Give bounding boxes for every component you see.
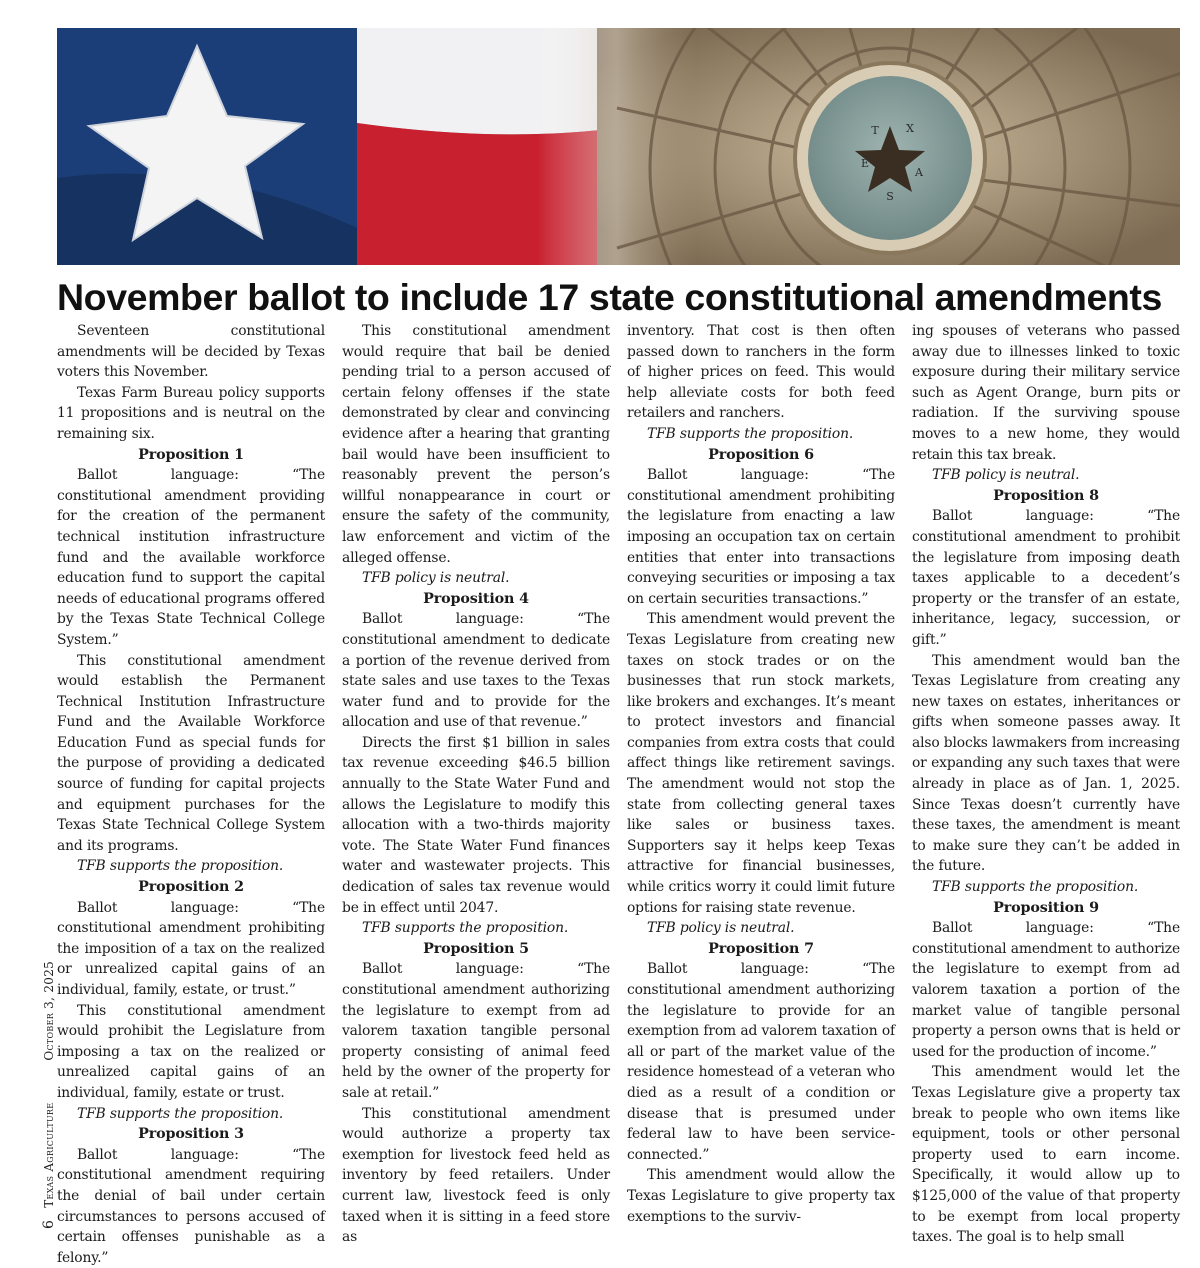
tfb-position: TFB supports the proposition. — [77, 858, 284, 875]
dome-letter-s: S — [886, 190, 894, 203]
ballot-language: Ballot language: “The constitutional amendment prohibiting the legislature from enacting a law imposing an occupation tax on certain entities that enter into transactions conveying securities or imposing a tax on certain securities transactions.” — [627, 467, 895, 607]
paragraph: This amendment would let the Texas Legislature give a property tax break to people who own items like equipment, tools or other personal property used to earn income. Specifically, it would allow up to $125,000 of the value of that property to be exempt from local property taxes. The goal is to help small — [912, 1064, 1180, 1246]
ballot-language: Ballot language: “The constitutional amendment to prohibit the legislature from imposing death taxes applicable to a decedent’s property or the transfer of an estate, inheritance, legacy, succession, or gift.” — [912, 508, 1180, 648]
dome-letter-x: X — [906, 122, 914, 135]
texas-flag-and-capitol-dome-illustration — [57, 28, 1180, 265]
proposition-heading: Proposition 4 — [423, 590, 529, 607]
tfb-position: TFB policy is neutral. — [932, 467, 1080, 484]
proposition-heading: Proposition 3 — [138, 1126, 244, 1143]
proposition-heading: Proposition 8 — [993, 487, 1099, 504]
article-column-2 — [342, 321, 610, 1248]
paragraph-continued: ing spouses of veterans who passed away due to illnesses linked to toxic exposure during their military service such as Agent Orange, burn pits or radiation. If the surviving spouse moves to a new home, they would retain this tax break. — [912, 323, 1180, 463]
article-column-1 — [57, 321, 325, 1268]
banner-image — [57, 28, 1180, 265]
proposition-heading: Proposition 2 — [138, 879, 244, 896]
article-column-4 — [912, 321, 1180, 1248]
paragraph: This amendment would allow the Texas Legislature to give property tax exemptions to the surviv- — [627, 1167, 895, 1225]
dome-letter-e: E — [860, 157, 870, 170]
ballot-language: Ballot language: “The constitutional amendment authorizing the legislature to exempt from ad valorem taxation tangible personal property consisting of animal feed held by the owner of the property for sale at retail.” — [342, 961, 610, 1101]
publication-name: Texas Agriculture — [42, 1102, 56, 1208]
proposition-heading: Proposition 1 — [138, 446, 244, 463]
proposition-heading: Proposition 7 — [708, 940, 814, 957]
paragraph: This amendment would prevent the Texas Legislature from creating new taxes on stock trades or on the businesses that run stock markets, like brokers and exchanges. It’s meant to protect investors and financial companies from extra costs that could affect things like retirement savings. The amendment would not stop the state from collecting general taxes like sales or business taxes. Supporters say it helps keep Texas attractive for financial businesses, while critics worry it could limit future options for raising state revenue. — [627, 611, 895, 916]
ballot-language: Ballot language: “The constitutional amendment prohibiting the imposition of a tax on the realized or unrealized capital gains of an individual, family, estate, or trust.” — [57, 899, 325, 998]
headline: November ballot to include 17 state constitutional amendments — [57, 276, 1162, 318]
paragraph: This constitutional amendment would authorize a property tax exemption for livestock feed held as inventory by feed retailers. Under current law, livestock feed is only taxed when it is sitting in a feed store as — [342, 1105, 610, 1246]
paragraph: This constitutional amendment would establish the Permanent Technical Institution Infrastructure Fund and the Available Workforce Education Fund as special funds for the purpose of providing a dedicated source of funding for capital projects and equipment purchases for the Texas State Technical College System and its programs. — [57, 652, 325, 854]
dome-letter-a: A — [915, 166, 923, 179]
paragraph: This constitutional amendment would require that bail be denied pending trial to a person accused of certain felony offenses if the state demonstrated by clear and convincing evidence after a hearing that granting bail would have been insufficient to reasonably prevent the person’s willful nonappearance in court or ensure the safety of the community, law enforcement and victim of the alleged offense. — [342, 323, 610, 566]
paragraph: This amendment would ban the Texas Legislature from creating any new taxes on estates, inheritances or gifts when someone passes away. It also blocks lawmakers from increasing or expanding any such taxes that were already in place as of Jan. 1, 2025. Since Texas doesn’t currently have these taxes, the amendment is meant to make sure they can’t be added in the future. — [912, 652, 1180, 875]
ballot-language: Ballot language: “The constitutional amendment to dedicate a portion of the revenue derived from state sales and use taxes to the Texas water fund and to provide for the allocation and use of that revenue.” — [342, 611, 610, 731]
page-number: 6 — [41, 1219, 57, 1229]
ballot-language: Ballot language: “The constitutional amendment requiring the denial of bail under certain circumstances to persons accused of certain offenses punishable as a felony.” — [57, 1146, 325, 1266]
issue-date: October 3, 2025 — [42, 960, 56, 1061]
paragraph: Seventeen constitutional amendments will be decided by Texas voters this November. — [57, 323, 325, 381]
dome-letter-t: T — [871, 124, 879, 137]
tfb-position: TFB supports the proposition. — [647, 425, 854, 442]
paragraph: This constitutional amendment would prohibit the Legislature from imposing a tax on the realized or unrealized capital gains of an individual, family, estate or trust. — [57, 1002, 325, 1101]
ballot-language: Ballot language: “The constitutional amendment to authorize the legislature to exempt from ad valorem taxation a portion of the market value of tangible personal property a person owns that is held or used for the production of income.” — [912, 920, 1180, 1060]
paragraph-continued: inventory. That cost is then often passed down to ranchers in the form of higher prices on feed. This would help alleviate costs for both feed retailers and ranchers. — [627, 323, 895, 422]
paragraph: Texas Farm Bureau policy supports 11 propositions and is neutral on the remaining six. — [57, 384, 325, 442]
tfb-position: TFB supports the proposition. — [932, 879, 1139, 896]
ballot-language: Ballot language: “The constitutional amendment authorizing the legislature to provide for an exemption from ad valorem taxation of all or part of the market value of the residence homestead of a veteran who died as a result of a condition or disease that is presumed under federal law to have been service-connected.” — [627, 961, 895, 1163]
paragraph: Directs the first $1 billion in sales tax revenue exceeding $46.5 billion annually to the State Water Fund and allows the Legislature to modify this allocation with a two-thirds majority vote. The State Water Fund finances water and wastewater projects. This dedication of sales tax revenue would be in effect until 2047. — [342, 734, 610, 916]
ballot-language: Ballot language: “The constitutional amendment providing for the creation of the permanent technical institution infrastructure fund and the available workforce education fund to support the capital needs of educational programs offered by the Texas State Technical College System.” — [57, 467, 325, 648]
page-margin-folio — [41, 961, 57, 1229]
tfb-position: TFB policy is neutral. — [362, 570, 510, 587]
proposition-heading: Proposition 9 — [993, 899, 1099, 916]
tfb-position: TFB supports the proposition. — [77, 1105, 284, 1122]
tfb-position: TFB policy is neutral. — [647, 920, 795, 937]
proposition-heading: Proposition 5 — [423, 940, 529, 957]
proposition-heading: Proposition 6 — [708, 446, 814, 463]
article-column-3 — [627, 321, 895, 1227]
tfb-position: TFB supports the proposition. — [362, 920, 569, 937]
